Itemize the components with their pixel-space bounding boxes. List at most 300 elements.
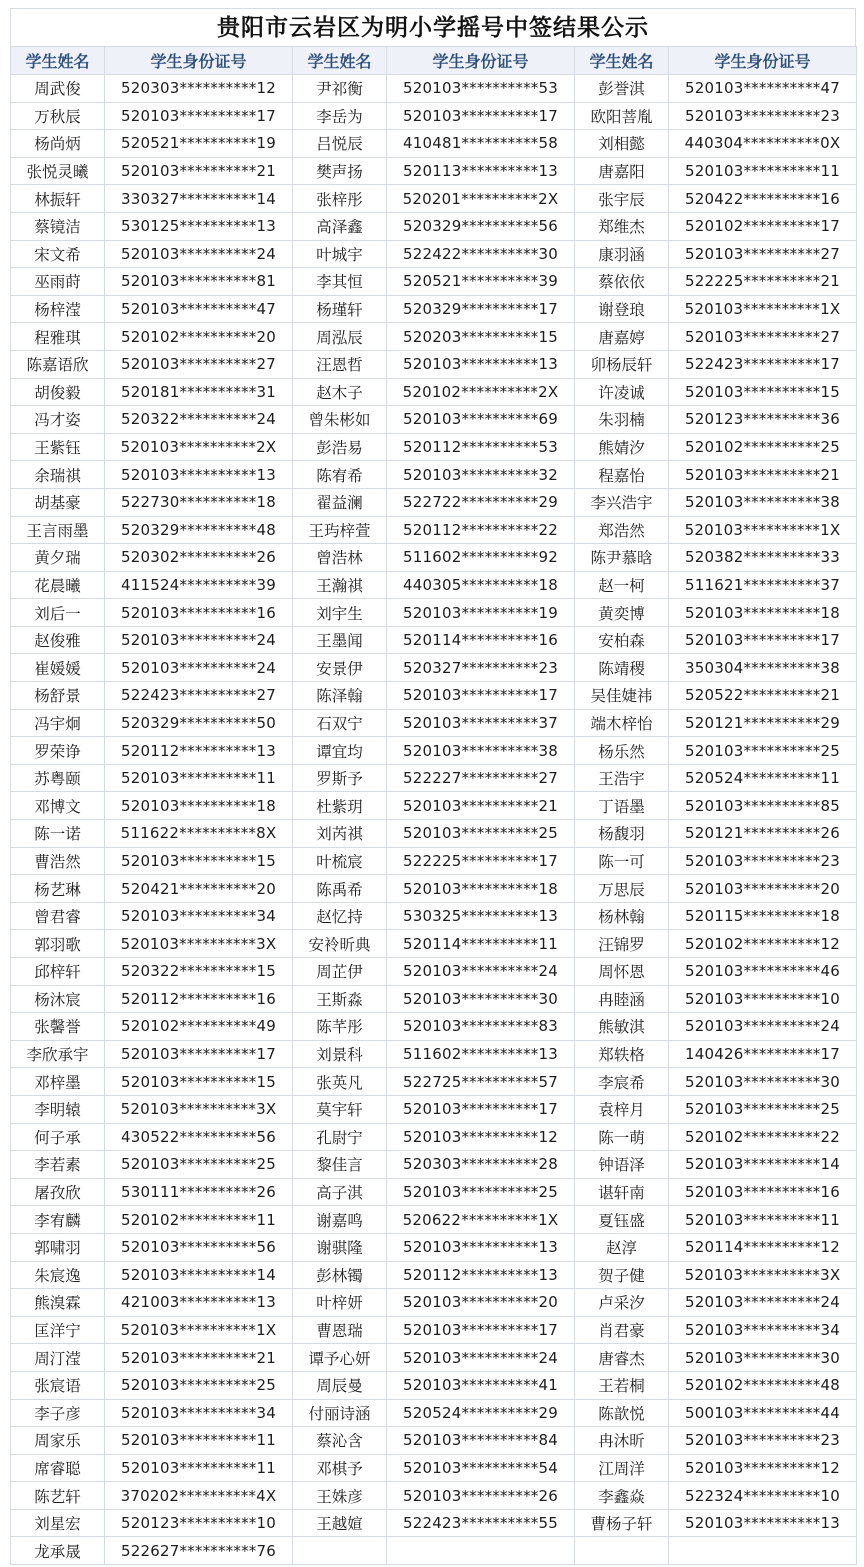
table-row — [11, 433, 857, 461]
student-id-cell: 520103**********23 — [669, 102, 857, 130]
student-name-cell: 杨尚炳 — [11, 130, 105, 158]
student-id-cell: 520103**********13 — [387, 350, 575, 378]
student-name-cell: 李子彦 — [11, 1399, 105, 1427]
student-id-cell: 520103**********81 — [105, 268, 293, 296]
student-name-cell: 杨乐然 — [575, 737, 669, 765]
student-id-cell: 520121**********26 — [669, 820, 857, 848]
student-id-cell: 520103**********30 — [669, 1068, 857, 1096]
student-id-cell: 520382**********33 — [669, 544, 857, 572]
student-name-cell: 冯宇炯 — [11, 709, 105, 737]
student-name-cell: 康羽涵 — [575, 240, 669, 268]
student-id-cell: 522423**********17 — [669, 350, 857, 378]
table-row — [11, 516, 857, 544]
student-name-cell: 郑维杰 — [575, 212, 669, 240]
student-name-cell: 王紫钰 — [11, 433, 105, 461]
student-id-cell: 520103**********18 — [669, 599, 857, 627]
student-id-cell: 430522**********56 — [105, 1123, 293, 1151]
student-id-cell: 522722**********29 — [387, 488, 575, 516]
student-name-cell: 熊溴霖 — [11, 1289, 105, 1317]
student-id-cell: 520103**********11 — [669, 1206, 857, 1234]
student-name-cell: 冯才姿 — [11, 406, 105, 434]
table-row — [11, 212, 857, 240]
table-body — [11, 75, 857, 1565]
student-id-cell: 350304**********38 — [669, 654, 857, 682]
student-name-cell: 陈禹希 — [293, 875, 387, 903]
student-name-cell: 朱宸逸 — [11, 1261, 105, 1289]
student-name-cell: 卯杨辰轩 — [575, 350, 669, 378]
student-id-cell: 520103**********24 — [387, 958, 575, 986]
student-name-cell: 蔡依依 — [575, 268, 669, 296]
table-row — [11, 185, 857, 213]
table-row — [11, 820, 857, 848]
student-id-cell: 520103**********32 — [387, 461, 575, 489]
student-id-cell: 520103**********46 — [669, 958, 857, 986]
student-id-cell: 520103**********30 — [669, 1344, 857, 1372]
student-name-cell: 高泽鑫 — [293, 212, 387, 240]
student-id-cell: 421003**********13 — [105, 1289, 293, 1317]
table-row — [11, 599, 857, 627]
student-id-cell: 520103**********13 — [387, 1233, 575, 1261]
student-name-cell: 周芷伊 — [293, 958, 387, 986]
student-name-cell: 安袊昕典 — [293, 930, 387, 958]
student-name-cell: 石双宁 — [293, 709, 387, 737]
student-id-cell: 520103**********12 — [387, 1123, 575, 1151]
table-row — [11, 130, 857, 158]
table-row — [11, 792, 857, 820]
student-name-cell: 谢嘉鸣 — [293, 1206, 387, 1234]
student-id-cell: 522227**********27 — [387, 764, 575, 792]
student-id-cell: 520201**********2X — [387, 185, 575, 213]
student-id-cell: 520329**********50 — [105, 709, 293, 737]
student-id-cell: 520103**********26 — [387, 1482, 575, 1510]
student-id-cell: 520103**********25 — [669, 1095, 857, 1123]
student-id-cell: 520103**********54 — [387, 1454, 575, 1482]
student-name-cell: 陈芊彤 — [293, 1013, 387, 1041]
table-row — [11, 1344, 857, 1372]
student-id-cell: 520112**********16 — [105, 985, 293, 1013]
student-name-cell — [575, 1537, 669, 1565]
sheet-title: 贵阳市云岩区为明小学摇号中签结果公示 — [10, 8, 856, 46]
student-name-cell: 曹浩然 — [11, 847, 105, 875]
student-name-cell: 谢登琅 — [575, 295, 669, 323]
student-id-cell: 520622**********1X — [387, 1206, 575, 1234]
student-name-cell: 吴佳婕祎 — [575, 682, 669, 710]
header-student-id: 学生身份证号 — [669, 47, 857, 75]
student-name-cell: 郑轶格 — [575, 1040, 669, 1068]
student-name-cell: 丁语墨 — [575, 792, 669, 820]
student-id-cell: 520303**********12 — [105, 75, 293, 103]
table-row — [11, 902, 857, 930]
student-name-cell: 席睿聪 — [11, 1454, 105, 1482]
student-id-cell: 440304**********0X — [669, 130, 857, 158]
student-id-cell: 511602**********92 — [387, 544, 575, 572]
student-name-cell: 刘景科 — [293, 1040, 387, 1068]
student-id-cell: 520103**********41 — [387, 1371, 575, 1399]
student-id-cell: 440305**********18 — [387, 571, 575, 599]
student-id-cell: 520103**********18 — [105, 792, 293, 820]
student-name-cell: 夏钰盛 — [575, 1206, 669, 1234]
student-id-cell: 520103**********17 — [669, 626, 857, 654]
student-name-cell: 安柏森 — [575, 626, 669, 654]
student-name-cell: 陈嘉语欣 — [11, 350, 105, 378]
student-name-cell: 陈宥希 — [293, 461, 387, 489]
table-row — [11, 1482, 857, 1510]
student-id-cell: 370202**********4X — [105, 1482, 293, 1510]
student-id-cell: 520524**********11 — [669, 764, 857, 792]
student-name-cell: 张悦灵曦 — [11, 157, 105, 185]
student-name-cell: 龙承晟 — [11, 1537, 105, 1565]
student-name-cell: 王越媗 — [293, 1509, 387, 1537]
student-id-cell: 520102**********2X — [387, 378, 575, 406]
student-name-cell — [293, 1537, 387, 1565]
student-name-cell: 张英凡 — [293, 1068, 387, 1096]
student-id-cell: 520103**********11 — [105, 1427, 293, 1455]
table-row — [11, 488, 857, 516]
student-id-cell: 520103**********53 — [387, 75, 575, 103]
student-id-cell: 520123**********36 — [669, 406, 857, 434]
student-id-cell: 520103**********23 — [669, 847, 857, 875]
student-name-cell: 赵一柯 — [575, 571, 669, 599]
student-id-cell: 520422**********16 — [669, 185, 857, 213]
student-id-cell: 520123**********10 — [105, 1509, 293, 1537]
table-row — [11, 1399, 857, 1427]
student-name-cell: 李鑫焱 — [575, 1482, 669, 1510]
table-row — [11, 295, 857, 323]
student-name-cell: 宋文希 — [11, 240, 105, 268]
table-row — [11, 350, 857, 378]
student-id-cell: 520102**********22 — [669, 1123, 857, 1151]
student-name-cell: 程雅琪 — [11, 323, 105, 351]
student-id-cell: 522225**********21 — [669, 268, 857, 296]
student-name-cell: 江周洋 — [575, 1454, 669, 1482]
student-name-cell: 邱梓轩 — [11, 958, 105, 986]
student-id-cell: 520103**********85 — [669, 792, 857, 820]
student-name-cell: 付丽诗涵 — [293, 1399, 387, 1427]
student-name-cell: 杨林翰 — [575, 902, 669, 930]
student-name-cell: 汪锦罗 — [575, 930, 669, 958]
table-row — [11, 461, 857, 489]
student-id-cell: 410481**********58 — [387, 130, 575, 158]
student-name-cell: 李宸希 — [575, 1068, 669, 1096]
table-row — [11, 1316, 857, 1344]
student-id-cell: 520103**********11 — [669, 157, 857, 185]
student-id-cell: 520114**********12 — [669, 1233, 857, 1261]
student-name-cell: 王斯淼 — [293, 985, 387, 1013]
table-row — [11, 544, 857, 572]
student-name-cell: 崔媛媛 — [11, 654, 105, 682]
student-id-cell: 520103**********14 — [105, 1261, 293, 1289]
student-id-cell: 522422**********30 — [387, 240, 575, 268]
student-name-cell: 彭誉淇 — [575, 75, 669, 103]
header-row — [11, 47, 857, 75]
table-row — [11, 626, 857, 654]
header-student-name: 学生姓名 — [575, 47, 669, 75]
student-id-cell: 520103**********24 — [669, 1013, 857, 1041]
student-id-cell: 520522**********21 — [669, 682, 857, 710]
header-student-name: 学生姓名 — [293, 47, 387, 75]
student-name-cell: 曹恩瑞 — [293, 1316, 387, 1344]
student-name-cell: 王墨闻 — [293, 626, 387, 654]
table-row — [11, 1233, 857, 1261]
student-id-cell: 520112**********22 — [387, 516, 575, 544]
student-id-cell: 522324**********10 — [669, 1482, 857, 1510]
student-name-cell: 叶梓妍 — [293, 1289, 387, 1317]
student-name-cell: 杨瑾轩 — [293, 295, 387, 323]
student-name-cell: 周泓辰 — [293, 323, 387, 351]
student-id-cell: 520103**********3X — [669, 1261, 857, 1289]
student-id-cell: 520103**********27 — [669, 323, 857, 351]
student-name-cell: 万秋辰 — [11, 102, 105, 130]
student-id-cell: 520103**********15 — [669, 378, 857, 406]
table-row — [11, 1509, 857, 1537]
table-row — [11, 1261, 857, 1289]
student-name-cell: 陈一诺 — [11, 820, 105, 848]
student-id-cell: 520103**********27 — [669, 240, 857, 268]
student-id-cell: 520421**********20 — [105, 875, 293, 903]
student-name-cell: 周怀恩 — [575, 958, 669, 986]
table-row — [11, 1178, 857, 1206]
student-id-cell: 520329**********17 — [387, 295, 575, 323]
table-row — [11, 985, 857, 1013]
student-id-cell: 520103**********21 — [105, 1344, 293, 1372]
table-row — [11, 1427, 857, 1455]
student-name-cell: 郑浩然 — [575, 516, 669, 544]
student-name-cell: 李兴浩宇 — [575, 488, 669, 516]
table-row — [11, 1040, 857, 1068]
header-student-id: 学生身份证号 — [105, 47, 293, 75]
student-id-cell: 520103**********83 — [387, 1013, 575, 1041]
table-row — [11, 1013, 857, 1041]
student-id-cell — [387, 1537, 575, 1565]
student-id-cell: 520103**********69 — [387, 406, 575, 434]
student-name-cell: 黄奕博 — [575, 599, 669, 627]
student-name-cell: 王玙梓萱 — [293, 516, 387, 544]
student-name-cell: 陈歆悦 — [575, 1399, 669, 1427]
student-id-cell: 140426**********17 — [669, 1040, 857, 1068]
student-name-cell: 贺子健 — [575, 1261, 669, 1289]
student-id-cell: 520103**********38 — [387, 737, 575, 765]
student-id-cell: 520112**********13 — [387, 1261, 575, 1289]
student-name-cell: 谭予心妍 — [293, 1344, 387, 1372]
student-id-cell: 520521**********19 — [105, 130, 293, 158]
student-name-cell: 郭啸羽 — [11, 1233, 105, 1261]
table-row — [11, 682, 857, 710]
student-name-cell: 汪恩哲 — [293, 350, 387, 378]
student-name-cell: 吕悦辰 — [293, 130, 387, 158]
table-row — [11, 1068, 857, 1096]
student-name-cell: 刘相懿 — [575, 130, 669, 158]
table-row — [11, 571, 857, 599]
student-name-cell: 陈泽翰 — [293, 682, 387, 710]
table-row — [11, 654, 857, 682]
student-id-cell: 522725**********57 — [387, 1068, 575, 1096]
student-id-cell: 520181**********31 — [105, 378, 293, 406]
student-id-cell: 520524**********29 — [387, 1399, 575, 1427]
student-name-cell: 林振轩 — [11, 185, 105, 213]
student-id-cell: 520103**********25 — [105, 1151, 293, 1179]
student-id-cell: 520302**********26 — [105, 544, 293, 572]
student-name-cell: 邓棋予 — [293, 1454, 387, 1482]
student-name-cell: 曹杨子轩 — [575, 1509, 669, 1537]
student-name-cell: 匡洋宁 — [11, 1316, 105, 1344]
student-id-cell: 520103**********34 — [105, 902, 293, 930]
student-name-cell: 李欣承宇 — [11, 1040, 105, 1068]
student-id-cell: 520103**********37 — [387, 709, 575, 737]
student-name-cell: 叶城宇 — [293, 240, 387, 268]
student-id-cell: 520103**********24 — [669, 1289, 857, 1317]
student-id-cell: 500103**********44 — [669, 1399, 857, 1427]
table-row — [11, 958, 857, 986]
student-id-cell: 520103**********17 — [105, 102, 293, 130]
table-row — [11, 268, 857, 296]
student-id-cell: 522423**********27 — [105, 682, 293, 710]
table-row — [11, 157, 857, 185]
student-name-cell: 王姝彦 — [293, 1482, 387, 1510]
student-id-cell: 520102**********49 — [105, 1013, 293, 1041]
student-name-cell: 冉沐昕 — [575, 1427, 669, 1455]
student-name-cell: 程嘉怡 — [575, 461, 669, 489]
table-row — [11, 1123, 857, 1151]
student-name-cell: 谢骐隆 — [293, 1233, 387, 1261]
student-id-cell: 520103**********24 — [105, 654, 293, 682]
student-name-cell: 王浩宇 — [575, 764, 669, 792]
student-name-cell: 周辰曼 — [293, 1371, 387, 1399]
student-name-cell: 莫宇轩 — [293, 1095, 387, 1123]
student-id-cell: 520103**********25 — [387, 820, 575, 848]
student-name-cell: 叶梳宸 — [293, 847, 387, 875]
student-name-cell: 赵俊雅 — [11, 626, 105, 654]
table-row — [11, 737, 857, 765]
student-name-cell: 李明辕 — [11, 1095, 105, 1123]
student-id-cell: 520203**********15 — [387, 323, 575, 351]
student-id-cell: 520103**********18 — [387, 875, 575, 903]
student-id-cell: 520103**********47 — [105, 295, 293, 323]
student-name-cell: 彭林镯 — [293, 1261, 387, 1289]
student-id-cell: 520322**********24 — [105, 406, 293, 434]
student-name-cell: 张馨誉 — [11, 1013, 105, 1041]
student-id-cell: 520103**********11 — [105, 764, 293, 792]
student-id-cell: 520103**********1X — [669, 295, 857, 323]
student-name-cell: 邓梓墨 — [11, 1068, 105, 1096]
student-id-cell: 520103**********16 — [105, 599, 293, 627]
student-id-cell: 520103**********21 — [669, 461, 857, 489]
student-name-cell: 杜紫玥 — [293, 792, 387, 820]
student-name-cell: 陈一萌 — [575, 1123, 669, 1151]
student-name-cell: 高子淇 — [293, 1178, 387, 1206]
student-id-cell: 520103**********34 — [669, 1316, 857, 1344]
student-name-cell: 翟益澜 — [293, 488, 387, 516]
student-name-cell: 杨沐宸 — [11, 985, 105, 1013]
student-id-cell: 520327**********23 — [387, 654, 575, 682]
student-id-cell: 520115**********18 — [669, 902, 857, 930]
student-name-cell: 李其恒 — [293, 268, 387, 296]
table-row — [11, 709, 857, 737]
table-row — [11, 102, 857, 130]
student-name-cell: 赵淳 — [575, 1233, 669, 1261]
student-id-cell: 520103**********25 — [387, 1178, 575, 1206]
student-id-cell: 520121**********29 — [669, 709, 857, 737]
student-name-cell: 端木梓怡 — [575, 709, 669, 737]
student-name-cell: 唐嘉阳 — [575, 157, 669, 185]
student-id-cell: 520103**********30 — [387, 985, 575, 1013]
student-id-cell: 520102**********17 — [669, 212, 857, 240]
student-id-cell: 330327**********14 — [105, 185, 293, 213]
student-id-cell: 520103**********16 — [669, 1178, 857, 1206]
student-id-cell: 520103**********25 — [669, 737, 857, 765]
table-row — [11, 75, 857, 103]
table-row — [11, 764, 857, 792]
student-id-cell: 520103**********56 — [105, 1233, 293, 1261]
student-id-cell: 522225**********17 — [387, 847, 575, 875]
student-name-cell: 陈艺轩 — [11, 1482, 105, 1510]
student-id-cell — [669, 1537, 857, 1565]
student-id-cell: 520114**********16 — [387, 626, 575, 654]
student-id-cell: 520113**********13 — [387, 157, 575, 185]
student-id-cell: 520114**********11 — [387, 930, 575, 958]
student-id-cell: 522423**********55 — [387, 1509, 575, 1537]
student-id-cell: 522730**********18 — [105, 488, 293, 516]
student-id-cell: 520102**********11 — [105, 1206, 293, 1234]
student-id-cell: 520103**********2X — [105, 433, 293, 461]
student-name-cell: 胡基豪 — [11, 488, 105, 516]
student-id-cell: 411524**********39 — [105, 571, 293, 599]
student-name-cell: 陈尹慕晗 — [575, 544, 669, 572]
student-id-cell: 511622**********8X — [105, 820, 293, 848]
table-row — [11, 1537, 857, 1565]
student-name-cell: 谌轩南 — [575, 1178, 669, 1206]
table-row — [11, 378, 857, 406]
student-id-cell: 520103**********13 — [105, 461, 293, 489]
student-name-cell: 郭羽歌 — [11, 930, 105, 958]
student-id-cell: 520103**********27 — [105, 350, 293, 378]
student-name-cell: 蔡镜洁 — [11, 212, 105, 240]
student-name-cell: 张梓彤 — [293, 185, 387, 213]
student-name-cell: 杨舒景 — [11, 682, 105, 710]
header-student-id: 学生身份证号 — [387, 47, 575, 75]
student-name-cell: 万思辰 — [575, 875, 669, 903]
table-row — [11, 240, 857, 268]
student-id-cell: 520103**********12 — [669, 1454, 857, 1482]
student-name-cell: 杨艺琳 — [11, 875, 105, 903]
student-name-cell: 刘宇生 — [293, 599, 387, 627]
student-name-cell: 余瑞祺 — [11, 461, 105, 489]
student-name-cell: 李宥麟 — [11, 1206, 105, 1234]
student-id-cell: 520103**********34 — [105, 1399, 293, 1427]
student-id-cell: 520322**********15 — [105, 958, 293, 986]
student-id-cell: 520103**********23 — [669, 1427, 857, 1455]
student-name-cell: 胡俊毅 — [11, 378, 105, 406]
table-row — [11, 406, 857, 434]
student-name-cell: 冉睦涵 — [575, 985, 669, 1013]
student-id-cell: 520103**********17 — [387, 1316, 575, 1344]
student-name-cell: 陈一可 — [575, 847, 669, 875]
student-id-cell: 530325**********13 — [387, 902, 575, 930]
student-id-cell: 520521**********39 — [387, 268, 575, 296]
table-row — [11, 1206, 857, 1234]
student-id-cell: 520103**********84 — [387, 1427, 575, 1455]
student-name-cell: 罗荣诤 — [11, 737, 105, 765]
student-id-cell: 520103**********20 — [669, 875, 857, 903]
student-id-cell: 520329**********48 — [105, 516, 293, 544]
student-id-cell: 520103**********13 — [669, 1509, 857, 1537]
student-id-cell: 520103**********24 — [387, 1344, 575, 1372]
student-id-cell: 530125**********13 — [105, 212, 293, 240]
student-name-cell: 巫雨莳 — [11, 268, 105, 296]
student-name-cell: 曾君睿 — [11, 902, 105, 930]
student-id-cell: 520112**********53 — [387, 433, 575, 461]
table-row — [11, 1454, 857, 1482]
student-id-cell: 530111**********26 — [105, 1178, 293, 1206]
